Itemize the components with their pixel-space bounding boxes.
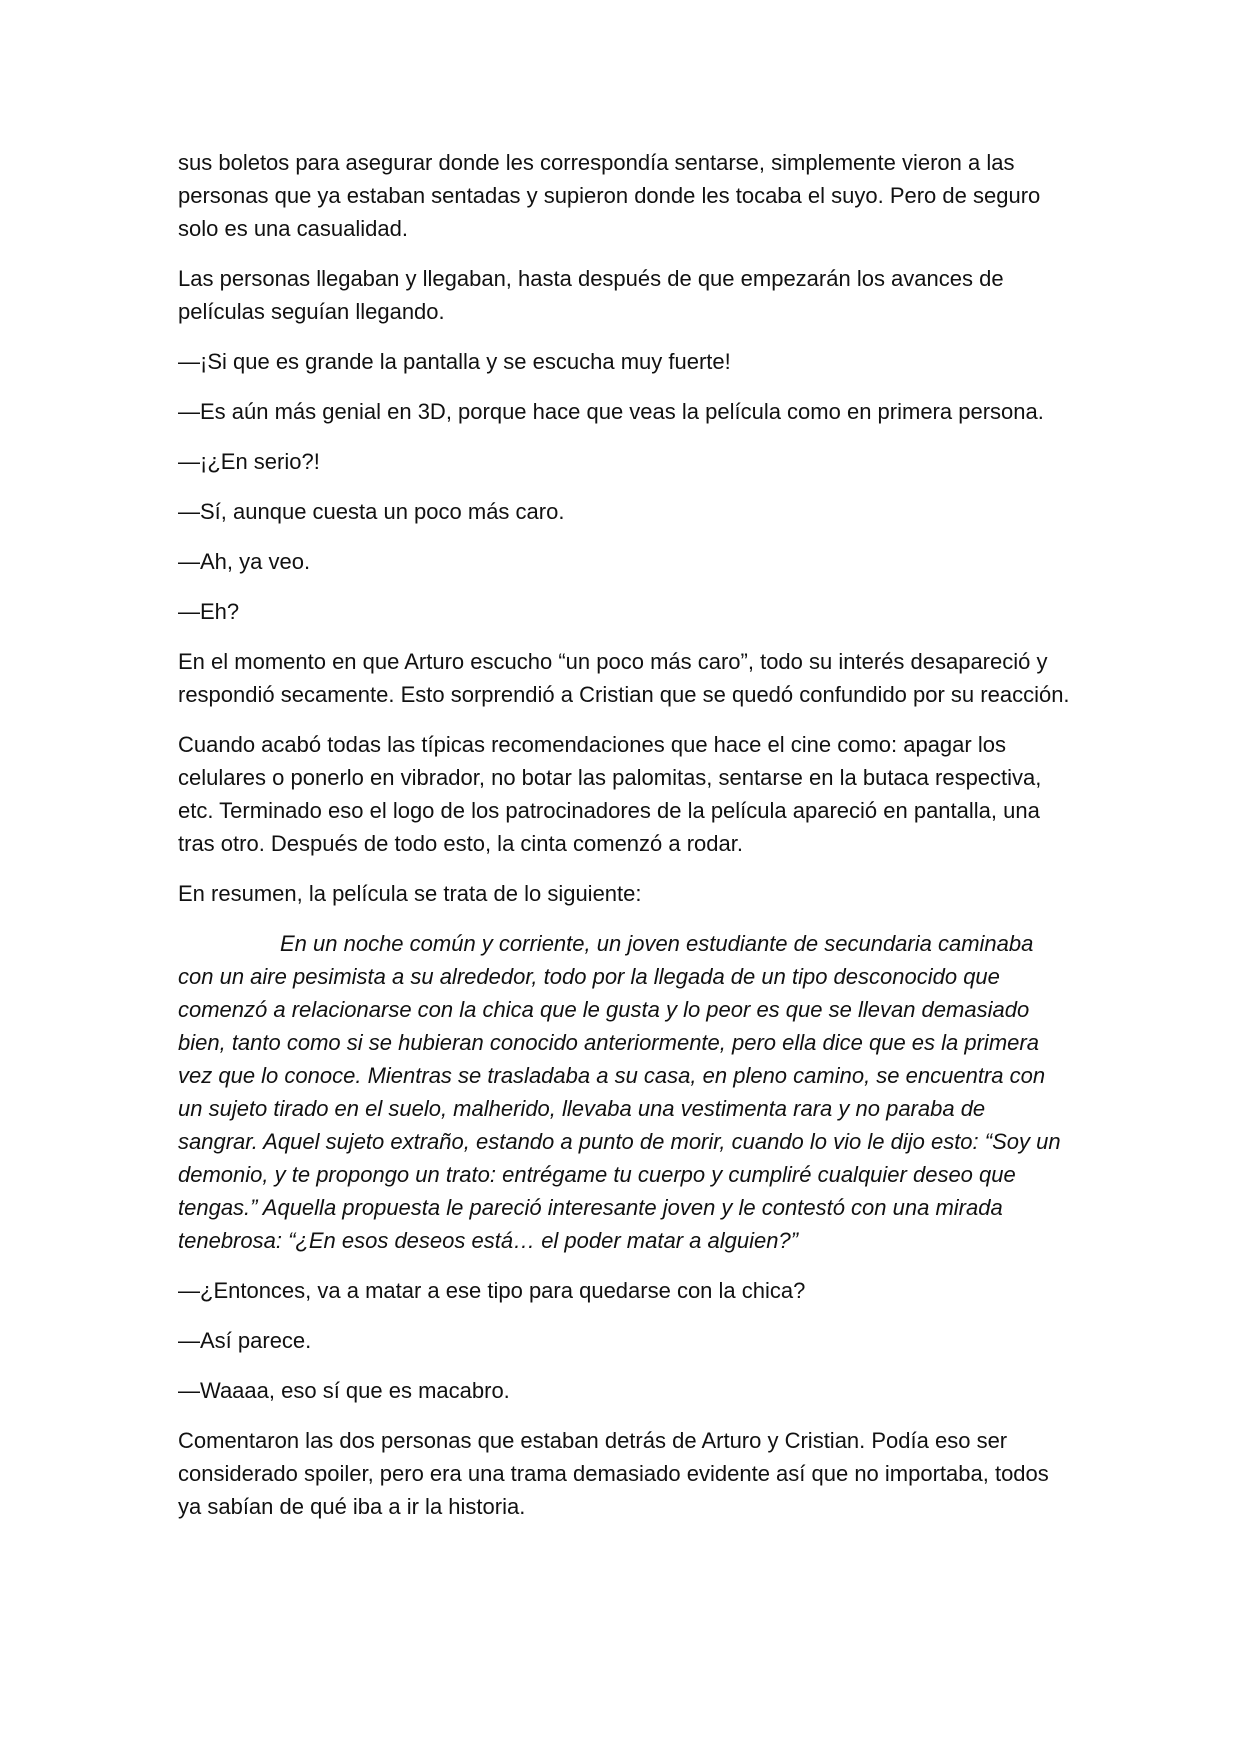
paragraph: Cuando acabó todas las típicas recomendaciones que hace el cine como: apagar los celulares o ponerlo en vibrador, no botar las palomitas, sentarse en la butaca respectiva, etc. Terminado eso el logo de los patrocinadores de la película apareció en pantalla, una tras otro. Después de todo esto, la cinta comenzó a rodar. <box>178 732 1042 856</box>
dialogue-line: —Así parece. <box>178 1328 312 1353</box>
movie-synopsis-quote: En un noche común y corriente, un joven estudiante de secundaria caminaba con un aire pesimista a su alrededor, todo por la llegada de un tipo desconocido que comenzó a relacionarse con la chica que le gusta y lo peor es que se llevan demasiado bien, tanto como si se hubieran conocido anteriormente, pero ella dice que es la primera vez que lo conoce. Mientras se trasladaba a su casa, en pleno camino, se encuentra con un sujeto tirado en el suelo, malherido, llevaba una vestimenta rara y no paraba de sangrar. Aquel sujeto extraño, estando a punto de morir, cuando lo vio le dijo esto: “Soy un demonio, y te propongo un trato: entrégame tu cuerpo y cumpliré cualquier deseo que tengas.” Aquella propuesta le pareció interesante joven y le contestó con una mirada tenebrosa: “¿En esos deseos está… el poder matar a alguien?” <box>178 931 1061 1253</box>
dialogue-line: —¡¿En serio?! <box>178 449 320 474</box>
dialogue-line: —¿Entonces, va a matar a ese tipo para quedarse con la chica? <box>178 1278 806 1303</box>
dialogue-line: —Sí, aunque cuesta un poco más caro. <box>178 499 565 524</box>
paragraph: sus boletos para asegurar donde les correspondía sentarse, simplemente vieron a las personas que ya estaban sentadas y supieron donde les tocaba el suyo. Pero de seguro solo es una casualidad. <box>178 150 1041 241</box>
dialogue-line: —Ah, ya veo. <box>178 549 311 574</box>
dialogue-line: —¡Si que es grande la pantalla y se escucha muy fuerte! <box>178 349 731 374</box>
page-body <box>178 146 1070 1540</box>
paragraph: En el momento en que Arturo escucho “un poco más caro”, todo su interés desapareció y respondió secamente. Esto sorprendió a Cristian que se quedó confundido por su reacción. <box>178 649 1070 707</box>
dialogue-line: —Es aún más genial en 3D, porque hace que veas la película como en primera persona. <box>178 399 1044 424</box>
dialogue-line: —Eh? <box>178 599 240 624</box>
paragraph: En resumen, la película se trata de lo siguiente: <box>178 881 642 906</box>
paragraph: Comentaron las dos personas que estaban detrás de Arturo y Cristian. Podía eso ser considerado spoiler, pero era una trama demasiado evidente así que no importaba, todos ya sabían de qué iba a ir la historia. <box>178 1428 1049 1519</box>
paragraph: Las personas llegaban y llegaban, hasta después de que empezarán los avances de películas seguían llegando. <box>178 266 1004 324</box>
dialogue-line: —Waaaa, eso sí que es macabro. <box>178 1378 510 1403</box>
